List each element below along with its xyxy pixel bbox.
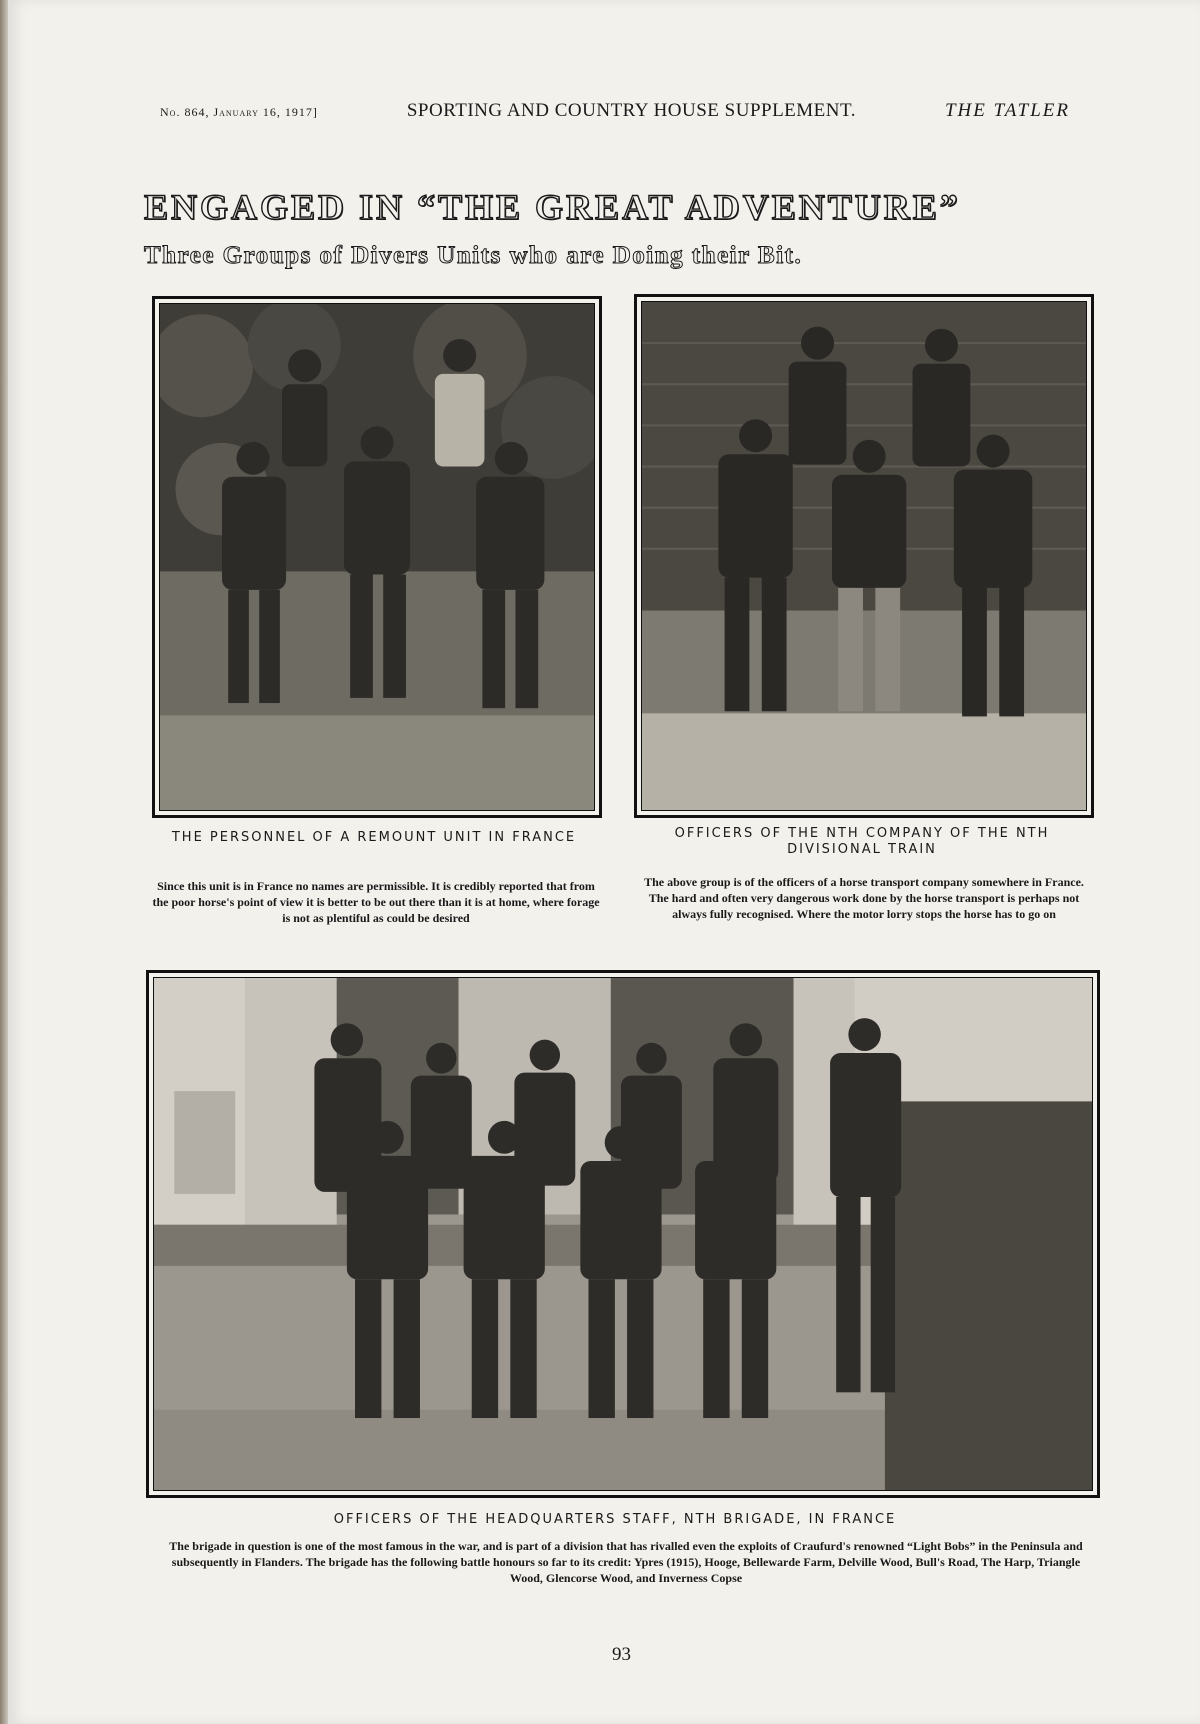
magazine-name: THE TATLER: [944, 100, 1070, 121]
photo-divisional-train: [634, 294, 1094, 818]
caption-text-remount: Since this unit is in France no names are permissible. It is credibly reported that from the poor horse's point of view it is better to be out there than it is at home, where forage is not as plentiful as could be desired: [152, 879, 600, 925]
caption-title-brigade: OFFICERS OF THE HEADQUARTERS STAFF, NTH BRIGADE, IN FRANCE: [333, 1512, 897, 1527]
caption-title-remount: THE PERSONNEL OF A REMOUNT UNIT IN FRANCE: [171, 830, 577, 845]
section-title: SPORTING AND COUNTRY HOUSE SUPPLEMENT.: [406, 100, 856, 121]
photo-remount-image: [160, 304, 594, 810]
photo-train-image: [642, 302, 1086, 810]
photo-remount-unit: [152, 296, 602, 818]
subheadline: Three Groups of Divers Units who are Doing their Bit.: [144, 242, 803, 269]
photo-brigade-image: [154, 978, 1092, 1490]
issue-date: No. 864, January 16, 1917]: [160, 105, 318, 119]
caption-text-brigade: The brigade in question is one of the most famous in the war, and is part of a division that has rivalled even the exploits of Craufurd's renowned “Light Bobs” in the Peninsula and subsequently in Flanders. The brigade has the following battle honours so far to its credit: Ypres (1915), Hooge, Bellewarde Farm, Delville Wood, Bull's Road, The Harp, Triangle Wood, Glencorse Wood, and Inverness Copse: [169, 1539, 1083, 1585]
running-head: [160, 100, 1070, 122]
photo-brigade-staff: [146, 970, 1100, 1498]
page-number: 93: [612, 1644, 631, 1665]
caption-title-train: OFFICERS OF THE NTH COMPANY OF THE NTH DIVISIONAL TRAIN: [674, 826, 1050, 857]
headline: ENGAGED IN “THE GREAT ADVENTURE”: [144, 187, 961, 227]
caption-text-train: The above group is of the officers of a horse transport company somewhere in France. The hard and often very dangerous work done by the horse transport is perhaps not always fully recognised. Where the motor lorry stops the horse has to go on: [644, 875, 1084, 921]
